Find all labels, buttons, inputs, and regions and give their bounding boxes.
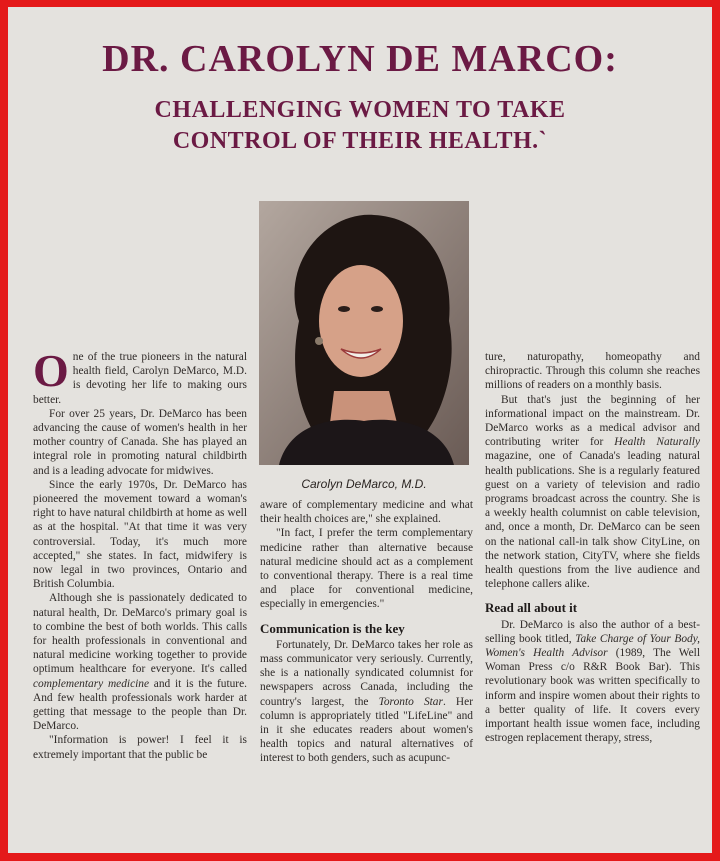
article-title: DR. CAROLYN DE MARCO: (102, 38, 618, 80)
paragraph: Fortunately, Dr. DeMarco takes her role as mass communicator very seriously. Currently, she is a nationally syndicated columnist for newspapers across Canada, including the country's largest, the Toronto Star. Her column is appropriately titled "LifeLine" and in it she educates readers about women's health topics and natural alternatives of interest to both genders, such as acupunc- (260, 638, 473, 765)
article-subtitle (8, 95, 712, 157)
section-heading: Read all about it (485, 600, 578, 616)
article-column-3 (485, 350, 700, 745)
paragraph: But that's just the beginning of her informational impact on the mainstream. Dr. DeMarco works as a medical advisor and contributing writer for Health Naturally magazine, one of Canada's leading natural health publications. She is a regularly featured guest on a variety of television and radio programs broadcast across the country. She is a weekly health columnist on cable television, and, once a month, Dr. DeMarco can be seen on the national call-in talk show CityLine, on the network station, CityTV, where she fields health questions from the live audience and telephone callers alike. (485, 393, 701, 591)
paragraph: ture, naturopathy, homeopathy and chiropractic. Through this column she reaches millions of readers on a monthly basis. (485, 351, 700, 392)
portrait-photo (259, 201, 469, 465)
paragraph: Dr. DeMarco is also the author of a best-selling book titled, Take Charge of Your Body, Women's Health Advisor (1989, The Well Woman Press c/o R&R Book Bar). This revolutionary book was written specifically to inform and inspire women about their rights to a better quality of life. It covers every important health issue women face, including estrogen replacement therapy, stress, (485, 618, 700, 745)
paragraph: "In fact, I prefer the term complementary medicine rather than alternative because natural medicine should act as a complement to conventional therapy. There is a real time and place for conventional medicine, especially in emergencies." (260, 527, 473, 611)
paragraph: "Information is power! I feel it is extremely important that the public be (33, 734, 247, 761)
paragraph: For over 25 years, Dr. DeMarco has been advancing the cause of women's health in her mother country of Canada. She has played an integral role in promoting natural childbirth and is a leading advocate for midwives. (33, 407, 247, 477)
section-heading: Communication is the key (260, 620, 405, 636)
subtitle-line-2: CONTROL OF THEIR HEALTH.` (172, 128, 548, 154)
paragraph: One of the true pioneers in the natural health field, Carolyn DeMarco, M.D. is devoting her life to making ours better. (33, 345, 247, 406)
paragraph: Since the early 1970s, Dr. DeMarco has pioneered the movement toward a woman's right to have natural childbirth at home as well as at the hospital. "At that time it was very controversial. Today, it's much more accepted," she states. In fact, midwifery is now legal in two provinces, Ontario and British Columbia. (33, 478, 247, 591)
paragraph: aware of complementary medicine and what their health choices are," she explained. (260, 499, 473, 526)
article-column-2 (260, 498, 473, 766)
drop-cap: O (33, 345, 69, 396)
article-column-1 (33, 345, 247, 762)
magazine-page (8, 7, 712, 853)
paragraph: Although she is passionately dedicated to natural health, Dr. DeMarco's primary goal is to combine the best of both worlds. This calls for health professionals in conventional and natural medicine working together to provide optimum healthcare for everyone. It's called complementary medicine and it is the future. And few health professionals work harder at getting that message to the people than Dr. DeMarco. (33, 592, 247, 733)
photo-caption: Carolyn DeMarco, M.D. (301, 477, 427, 491)
subtitle-line-1: CHALLENGING WOMEN TO TAKE (154, 97, 566, 123)
